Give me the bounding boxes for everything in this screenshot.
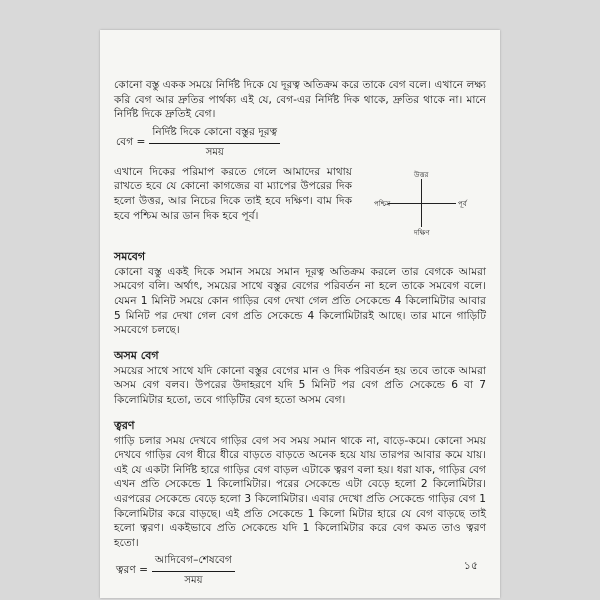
compass-west-label: পশ্চিম [374, 199, 391, 208]
compass-south-label: দক্ষিণ [414, 228, 430, 237]
compass-horizontal-line [388, 203, 456, 204]
acceleration-numerator: আদিবেগ–শেষবেগ [152, 553, 235, 572]
heading-acceleration: ত্বরণ [114, 418, 135, 432]
paragraph-directions: এখানে দিকের পরিমাপ করতে গেলে আমাদের মাথায় রাখতে হবে যে কোনো কাগজের বা ম্যাপের উপরের দিক হলো উত্তর, আর নিচের দিকে তাই হবে দক্ষিণ। বাম দিক হবে পশ্চিম আর ডান দিক হবে পূর্ব। [114, 165, 352, 222]
velocity-denominator: সময় [205, 146, 224, 158]
book-page [100, 30, 500, 598]
acceleration-denominator: সময় [184, 575, 203, 587]
paragraph-acceleration: গাড়ি চলার সময় দেখবে গাড়ির বেগ সব সময় সমান থাকে না, বাড়ে-কমে। কোনো সময় দেখবে গাড়ির বেগ ধীরে ধীরে বাড়তে বাড়তে অনেক হয়ে যায় তারপর আবার কমে যায়। এই যে একটা নির্দিষ্ট হারে গাড়ির বেগ বাড়ল এটাকে ত্বরণ বলা হয়। ধরা যাক, গাড়ির বেগ এখন প্রতি সেকেন্ডে 1 কিলোমিটার। পরের সেকেন্ডে এটা বেড়ে হলো 2 কিলোমিটার। এরপরের সেকেন্ডে বেড়ে হলো 3 কিলোমিটার। এবার দেখো প্রতি সেকেন্ডে গাড়ির বেগ 1 কিলোমিটার করে বাড়ছে। এই প্রতি সেকেন্ডে 1 কিলো মিটার হারে যে বেগ বাড়ছে তাই হলো ত্বরণ। একইভাবে প্রতি সেকেন্ডে যদি 1 কিলোমিটার করে বেগ কমত তাও ত্বরণ হতো। [114, 434, 486, 549]
direction-section [114, 165, 486, 239]
paragraph-velocity-definition: কোনো বস্তু একক সময়ে নির্দিষ্ট দিকে যে দূরত্ব অতিক্রম করে তাকে বেগ বলে। এখানে লক্ষ্য করি বেগ আর দ্রুতির পার্থক্য এই যে, বেগ-এর নির্দিষ্ট দিক থাকে, দ্রুতির থাকে না। মানে নির্দিষ্ট দিকে দ্রুতিই বেগ। [114, 79, 486, 121]
compass-diagram [374, 169, 467, 239]
paragraph-non-uniform-velocity: সময়ের সাথে সাথে যদি কোনো বস্তুর বেগের মান ও দিক পরিবর্তন হয় তবে তাকে আমরা অসম বেগ বলব। উপরের উদাহরণে যদি 5 মিনিট পর বেগ প্রতি সেকেন্ডে 6 বা 7 কিলোমিটার হতো, তবে গাড়িটির বেগ হতো অসম বেগ। [114, 364, 486, 406]
page-number: ১৫ [463, 559, 478, 572]
page-content [114, 78, 486, 593]
velocity-fraction [149, 125, 280, 162]
heading-non-uniform-velocity: অসম বেগ [114, 348, 159, 362]
velocity-numerator: নির্দিষ্ট দিকে কোনো বস্তুর দূরত্ব [149, 125, 280, 144]
compass-east-label: পূর্ব [458, 199, 467, 208]
velocity-formula [116, 125, 486, 162]
acceleration-formula-lhs: ত্বরণ = [116, 564, 149, 577]
acceleration-fraction [152, 553, 235, 590]
paragraph-uniform-velocity: কোনো বস্তু একই দিকে সমান সময়ে সমান দূরত্ব অতিক্রম করলে তার বেগকে আমরা সমবেগ বলি। অর্থাৎ, সময়ের সাথে বস্তুর বেগের পরিবর্তন না হলে তাকে সমবেগ বলে। যেমন 1 মিনিট সময়ে কোন গাড়ির বেগ দেখা গেল প্রতি সেকেন্ডে 4 কিলোমিটার আবার 5 মিনিট পর দেখা গেল বেগ প্রতি সেকেন্ডে 4 কিলোমিটারই আছে। তার মানে গাড়িটি সমবেগে চলছে। [114, 265, 486, 337]
acceleration-formula [116, 553, 486, 590]
compass-north-label: উত্তর [414, 170, 429, 179]
velocity-formula-lhs: বেগ = [116, 135, 146, 148]
heading-uniform-velocity: সমবেগ [114, 249, 146, 263]
